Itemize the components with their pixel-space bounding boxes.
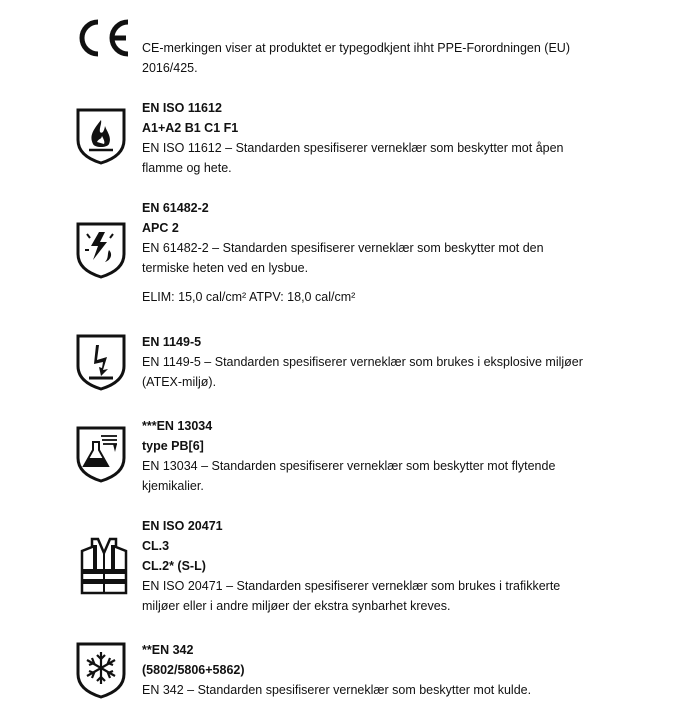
standard-class: A1+A2 B1 C1 F1 — [142, 121, 239, 135]
standard-item-en-13034 — [142, 416, 662, 496]
standard-class: APC 2 — [142, 221, 179, 235]
standard-title: EN ISO 11612 — [142, 101, 222, 115]
standard-description: EN ISO 11612 – Standarden spesifiserer verneklær som beskytter mot åpen flamme og hete. — [142, 141, 564, 175]
standard-title: EN 61482-2 — [142, 201, 209, 215]
standard-class-2: CL.2* (S-L) — [142, 559, 206, 573]
flame-shield-icon — [75, 106, 127, 166]
standard-title: EN ISO 20471 — [142, 519, 223, 533]
standard-item-en-342 — [142, 640, 662, 700]
standard-extra: ELIM: 15,0 cal/cm² ATPV: 18,0 cal/cm² — [142, 290, 356, 304]
standard-item-en-1149-5 — [142, 332, 662, 392]
standard-title: **EN 342 — [142, 643, 194, 657]
ce-description: CE-merkingen viser at produktet er typegodkjent ihht PPE-Forordningen (EU) 2016/425. — [142, 41, 570, 75]
standard-description: EN 1149-5 – Standarden spesifiserer verneklær som brukes i eksplosive miljøer (ATEX-miljø). — [142, 355, 583, 389]
standard-title: EN 1149-5 — [142, 335, 202, 349]
hi-vis-vest-icon — [78, 535, 130, 597]
antistatic-shield-icon — [75, 332, 127, 392]
standard-item-en-61482-2 — [142, 198, 662, 307]
standard-class: type PB[6] — [142, 439, 204, 453]
chemical-shield-icon — [75, 424, 127, 484]
ce-mark-icon — [72, 18, 134, 58]
standard-description: EN ISO 20471 – Standarden spesifiserer verneklær som brukes i trafikkerte miljøer eller i andre miljøer der ekstra synbarhet kreves. — [142, 579, 561, 613]
standard-title: ***EN 13034 — [142, 419, 213, 433]
snowflake-shield-icon — [75, 640, 127, 700]
standard-description: EN 342 – Standarden spesifiserer verneklær som beskytter mot kulde. — [142, 683, 532, 697]
standard-class: (5802/5806+5862) — [142, 663, 245, 677]
arc-flash-shield-icon — [75, 220, 127, 280]
standard-class: CL.3 — [142, 539, 170, 553]
standard-item-en-iso-20471 — [142, 516, 662, 616]
standard-description: EN 61482-2 – Standarden spesifiserer verneklær som beskytter mot den termiske heten ved en lysbue. — [142, 241, 544, 275]
standard-item-en-iso-11612 — [142, 98, 662, 178]
standard-description: EN 13034 – Standarden spesifiserer verneklær som beskytter mot flytende kjemikalier. — [142, 459, 556, 493]
